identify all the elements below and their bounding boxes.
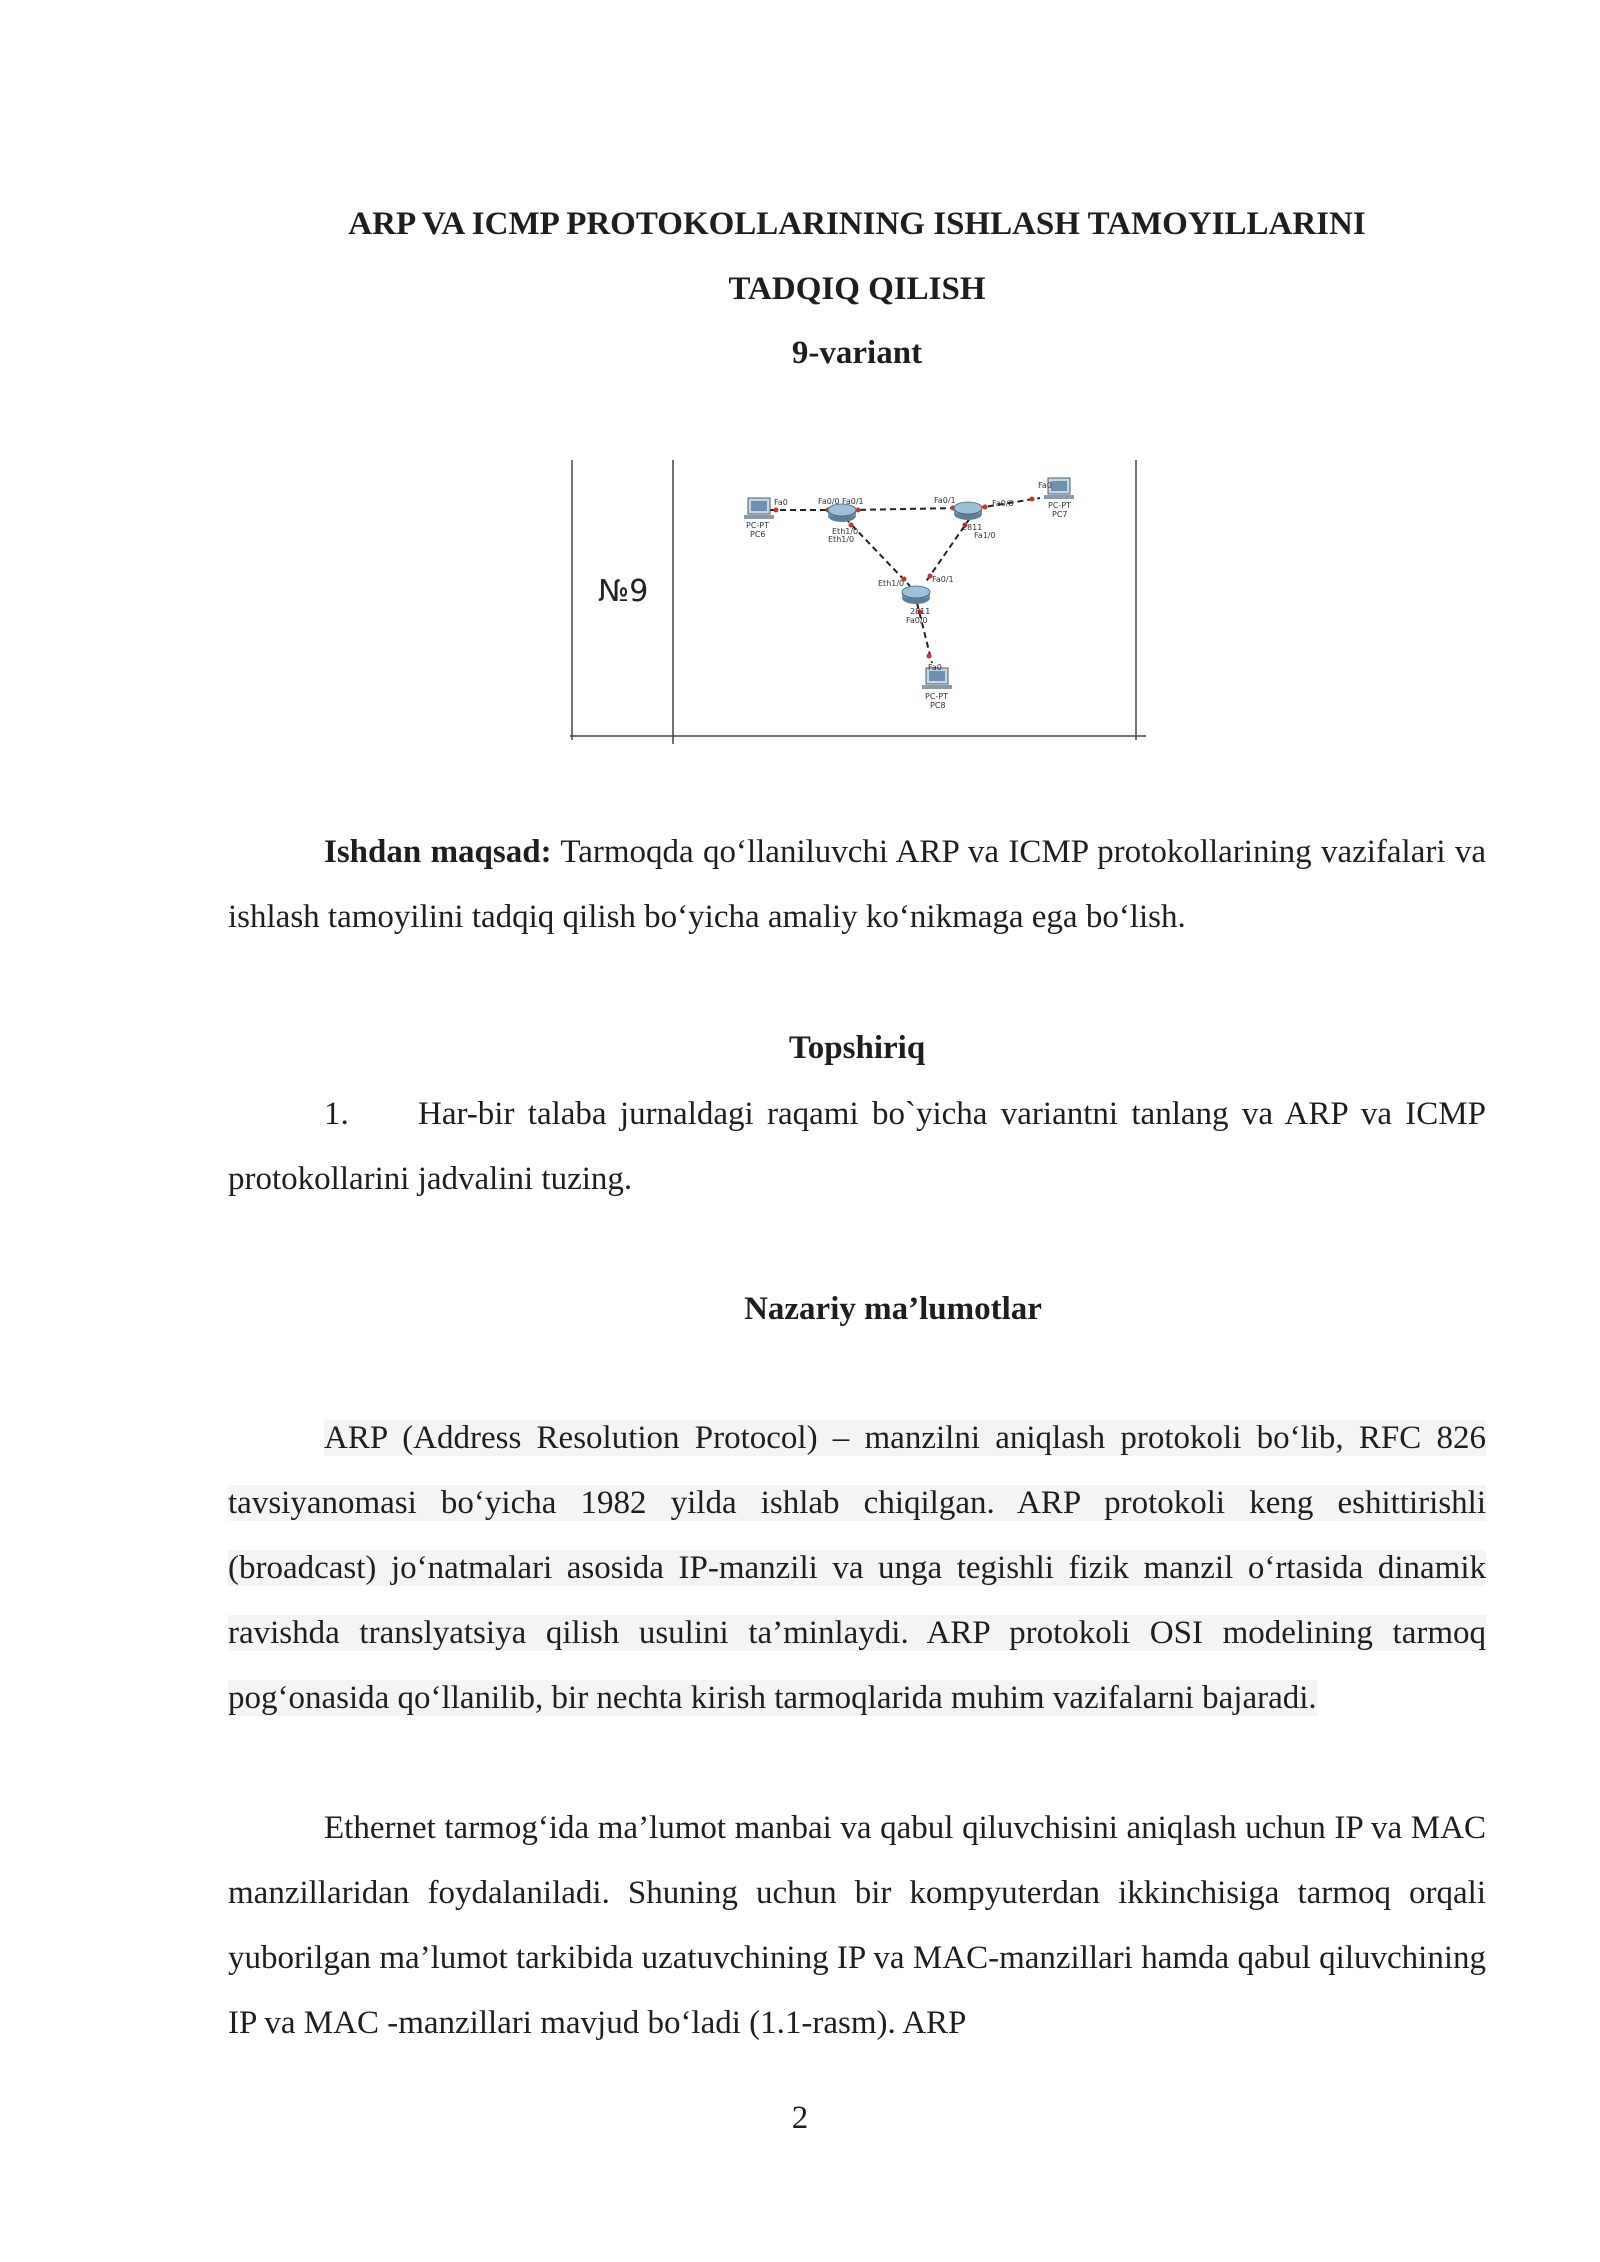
svg-text:2811: 2811 (910, 607, 931, 616)
theory-paragraph-2 (228, 1796, 1486, 2056)
svg-text:PC8: PC8 (930, 701, 946, 710)
svg-text:Fa0: Fa0 (928, 663, 942, 672)
router2-icon (954, 502, 982, 532)
svg-text:Fa0/1: Fa0/1 (932, 575, 954, 584)
task-item-number: 1. (324, 1096, 349, 1132)
svg-text:Fa0/1: Fa0/1 (842, 497, 864, 506)
svg-text:PC7: PC7 (1052, 510, 1068, 519)
pc6-icon (744, 498, 774, 539)
aim-paragraph (228, 820, 1486, 950)
task-item-text: Har-bir talaba jurnaldagi raqami bo`yicha variantni tanlang va ARP va ICMP protokollarini jadvalini tuzing. (228, 1096, 1486, 1197)
variant-row-label: №9 (598, 574, 649, 609)
svg-text:Fa0: Fa0 (774, 498, 788, 507)
svg-text:2811: 2811 (962, 523, 983, 532)
topology-diagram (570, 458, 1146, 744)
svg-text:PC-PT: PC-PT (1048, 501, 1072, 510)
document-title-line2: TADQIQ QILISH (728, 271, 986, 307)
svg-text:Fa1/0: Fa1/0 (974, 531, 996, 540)
document-title-line1: ARP VA ICMP PROTOKOLLARINING ISHLASH TAMOYILLARINI (348, 206, 1366, 242)
router1-icon (828, 504, 858, 536)
link-router1-router2 (850, 508, 960, 510)
svg-text:Eth1/0: Eth1/0 (828, 535, 855, 544)
aim-text: Tarmoqda qo‘llaniluvchi ARP va ICMP protokollarining vazifalari va ishlash tamoyilini tadqiq qilish bo‘yicha amaliy ko‘nikmaga ega bo‘lish. (228, 834, 1486, 935)
theory-paragraph-1 (228, 1406, 1486, 1731)
link-markers (774, 497, 1035, 659)
router3-icon (902, 586, 930, 616)
page-number: 2 (791, 2100, 809, 2136)
svg-text:PC-PT: PC-PT (925, 692, 949, 701)
svg-text:Eth1/0: Eth1/0 (832, 527, 859, 536)
svg-text:PC-PT: PC-PT (746, 521, 770, 530)
svg-text:Fa0/0: Fa0/0 (818, 497, 840, 506)
aim-label: Ishdan maqsad: (324, 834, 552, 870)
task-heading: Topshiriq (788, 1030, 926, 1066)
pc8-icon (922, 668, 952, 710)
task-list-item (228, 1082, 1486, 1212)
variant-label: 9-variant (791, 335, 923, 371)
svg-text:Eth1/0: Eth1/0 (878, 579, 905, 588)
network-topology-figure (570, 458, 1146, 744)
theory-heading: Nazariy ma’lumotlar (744, 1291, 1042, 1327)
svg-text:Fa0: Fa0 (1038, 481, 1052, 490)
theory-paragraph-2-text: Ethernet tarmog‘ida ma’lumot manbai va qabul qiluvchisini aniqlash uchun IP va MAC manzillaridan foydalaniladi. Shuning uchun bir kompyuterdan ikkinchisiga tarmoq orqali yuborilgan ma’lumot tarkibida uzatuvchining IP va MAC-manzillari hamda qabul qiluvchining IP va MAC -manzillari mavjud bo‘ladi (1.1-rasm). ARP (228, 1810, 1486, 2041)
svg-text:Fa0/0: Fa0/0 (906, 616, 928, 625)
svg-text:PC6: PC6 (750, 530, 766, 539)
theory-paragraph-1-text: ARP (Address Resolution Protocol) – manzilni aniqlash protokoli bo‘lib, RFC 826 tavsiyanomasi bo‘yicha 1982 yilda ishlab chiqilgan. ARP protokoli keng eshittirishli (broadcast) jo‘natmalari asosida IP-manzili va unga tegishli fizik manzil o‘rtasida dinamik ravishda translyatsiya qilish usulini ta’minlaydi. ARP protokoli OSI modelining tarmoq pog‘onasida qo‘llanilib, bir nechta kirish tarmoqlarida muhim vazifalarni bajaradi. (228, 1420, 1486, 1716)
svg-text:Fa0/1: Fa0/1 (934, 496, 956, 505)
svg-text:Fa0/0: Fa0/0 (992, 499, 1014, 508)
